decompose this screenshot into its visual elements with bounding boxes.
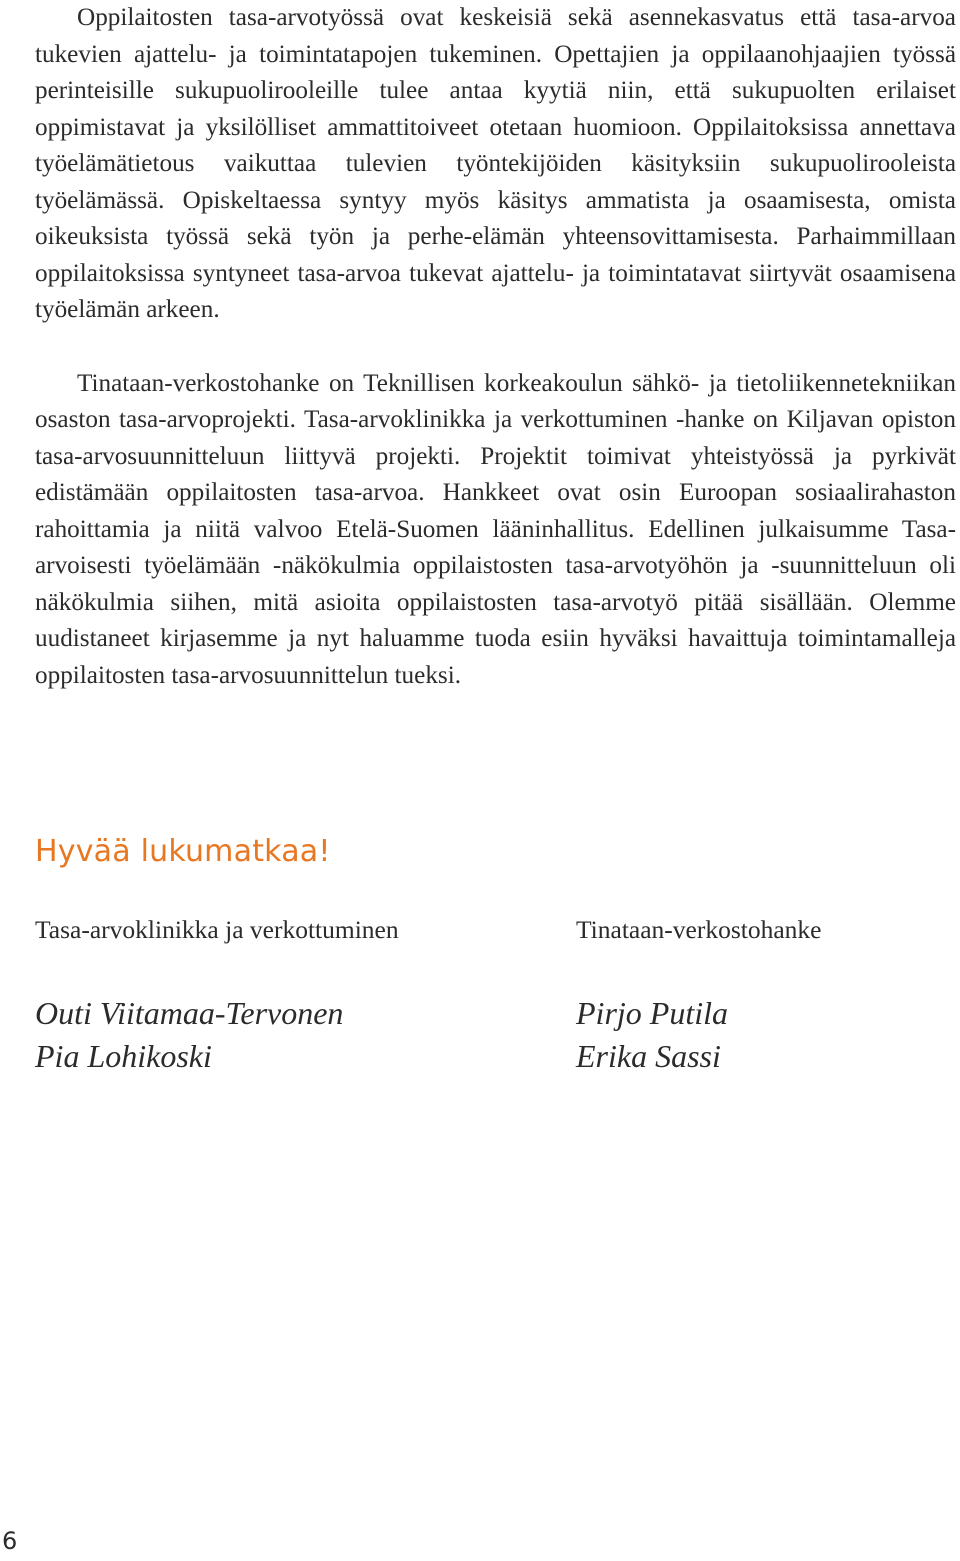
signature-block-left <box>35 912 399 1078</box>
paragraph-intro: Oppilaitosten tasa-arvotyössä ovat keskeisiä sekä asennekasvatus että tasa-arvoa tukevien ajattelu- ja toimintatapojen tukeminen. Opettajien ja oppilaanohjaajien työssä perinteisille sukupuolirooleille tulee antaa kyytiä niin, että sukupuolten erilaiset oppimistavat ja yksilölliset ammattitoiveet otetaan huomioon. Oppilaitoksissa annettava työelämätietous vaikuttaa tulevien työntekijöiden käsityksiin sukupuolirooleista työelämässä. Opiskeltaessa syntyy myös käsitys ammatista ja osaamisesta, omista oikeuksista työssä sekä työn ja perhe-elämän yhteensovittamisesta. Parhaimmillaan oppilaitoksissa syntyneet tasa-arvoa tukevat ajattelu- ja toimintatavat siirtyvät osaamisena työelämän arkeen. <box>35 4 956 323</box>
signatory-names <box>576 992 822 1078</box>
signatory-name: Outi Viitamaa-Tervonen <box>35 995 344 1031</box>
page-number: 6 <box>2 1527 18 1555</box>
paragraph-projects: Tinataan-verkostohanke on Teknillisen korkeakoulun sähkö- ja tietoliikennetekniikan osaston tasa-arvoprojekti. Tasa-arvoklinikka ja verkottuminen -hanke on Kiljavan opiston tasa-arvosuunnitteluun liittyvä projekti. Projektit toimivat yhteistyössä ja pyrkivät edistämään oppilaitosten tasa-arvoa. Hankkeet ovat osin Euroopan sosiaalirahaston rahoittamia ja niitä valvoo Etelä-Suomen lääninhallitus. Edellinen julkaisumme Tasa-arvoisesti työelämään -näkökulmia oppilaistosten tasa-arvotyöhön ja -suunnitteluun oli näkökulmia siihen, mitä asioita oppilaistosten tasa-arvotyö pitää sisällään. Olemme uudistaneet kirjasemme ja nyt haluamme tuoda esiin hyväksi havaittuja toimintamalleja oppilaitosten tasa-arvosuunnittelun tueksi. <box>35 369 956 689</box>
organization-name: Tasa-arvoklinikka ja verkottuminen <box>35 915 399 944</box>
signature-block-right <box>576 912 822 1078</box>
signatory-names <box>35 992 399 1078</box>
body-text <box>35 0 956 694</box>
signatory-name: Pirjo Putila <box>576 995 728 1031</box>
signatory-name: Erika Sassi <box>576 1038 721 1074</box>
organization-name: Tinataan-verkostohanke <box>576 915 822 944</box>
signatory-name: Pia Lohikoski <box>35 1038 212 1074</box>
greeting-heading: Hyvää lukumatkaa! <box>35 834 331 869</box>
